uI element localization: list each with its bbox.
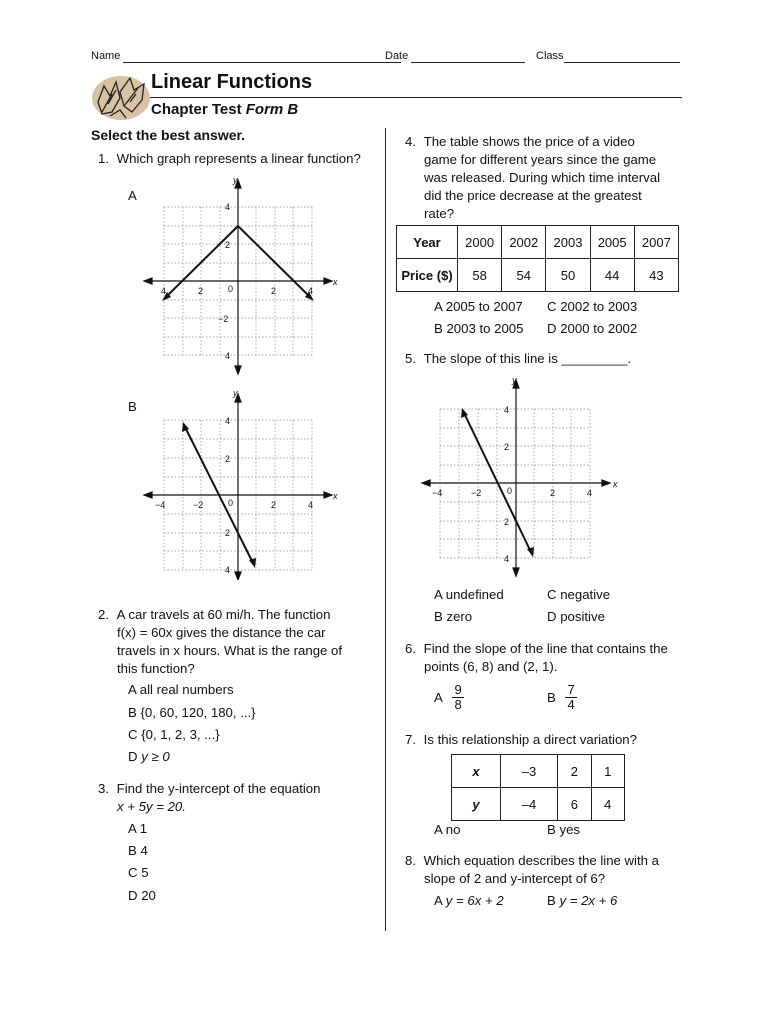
- date-line: [411, 50, 525, 63]
- numerator: 7: [567, 682, 575, 697]
- question-7: [405, 731, 637, 749]
- question-text: travels in x hours. What is the range of: [117, 643, 343, 658]
- q4-option-b[interactable]: [434, 321, 523, 336]
- denominator: 4: [567, 697, 575, 712]
- tick-label: 4: [504, 405, 510, 415]
- tick-label: −2: [193, 500, 204, 510]
- question-text: did the price decrease at the greatest: [424, 188, 642, 203]
- column-divider: [385, 128, 386, 931]
- q1-label-b[interactable]: B: [128, 399, 137, 414]
- question-number: 1.: [98, 151, 109, 166]
- q4-option-c[interactable]: [547, 299, 637, 314]
- option-letter: A: [128, 682, 137, 697]
- question-text: Which equation describes the line with a: [423, 853, 659, 868]
- tick-label: 2: [198, 286, 204, 296]
- option-text: y ≥ 0: [141, 749, 170, 764]
- question-text: x + 5y = 20.: [117, 799, 186, 814]
- q2-option-b[interactable]: [128, 705, 256, 720]
- graph-b[interactable]: [140, 384, 350, 580]
- option-letter: B: [128, 843, 137, 858]
- option-text: zero: [446, 609, 473, 624]
- tick-label: 4: [225, 565, 231, 575]
- graph-q5[interactable]: [418, 370, 628, 580]
- tick-label: 0: [228, 284, 234, 294]
- subtitle-prefix: Chapter Test: [151, 101, 242, 118]
- question-text: this function?: [117, 661, 195, 676]
- option-text: {0, 1, 2, 3, ...}: [141, 727, 220, 742]
- table-cell: –3: [501, 755, 558, 788]
- q8-option-a[interactable]: [434, 893, 504, 908]
- question-number: 4.: [405, 134, 416, 149]
- option-letter: A: [434, 299, 443, 314]
- q1-label-a[interactable]: A: [128, 188, 137, 203]
- option-text: 1: [139, 821, 148, 836]
- question-text: The table shows the price of a video: [423, 134, 635, 149]
- tick-label: 4: [587, 488, 593, 498]
- option-letter: D: [128, 888, 138, 903]
- question-text: Is this relationship a direct variation?: [423, 732, 637, 747]
- question-text: The slope of this line is _________.: [423, 351, 632, 366]
- tick-label: 2: [550, 488, 556, 498]
- tick-label: −2: [471, 488, 482, 498]
- numerator: 9: [454, 682, 462, 697]
- table-cell: 2007: [634, 226, 678, 259]
- option-letter: A: [434, 587, 443, 602]
- question-text: Find the y-intercept of the equation: [116, 781, 321, 796]
- tick-label: −4: [155, 500, 166, 510]
- q5-option-c[interactable]: [547, 587, 610, 602]
- option-letter: D: [547, 321, 557, 336]
- page-subtitle: [151, 101, 298, 118]
- name-field[interactable]: [91, 50, 401, 63]
- x-axis-label: x: [333, 277, 338, 287]
- table-cell: 54: [502, 259, 546, 292]
- option-letter: C: [128, 727, 138, 742]
- option-letter: A: [434, 822, 443, 837]
- option-text: 4: [140, 843, 148, 858]
- option-text: 20: [141, 888, 156, 903]
- variation-table: [451, 754, 625, 821]
- q2-option-c[interactable]: [128, 727, 220, 742]
- q3-option-d[interactable]: [128, 888, 156, 903]
- date-field[interactable]: [385, 50, 525, 63]
- tick-label: 2: [504, 517, 510, 527]
- x-axis-label: x: [613, 479, 618, 489]
- name-line: [123, 50, 401, 63]
- q2-option-d[interactable]: [128, 749, 170, 764]
- option-text: 2005 to 2007: [445, 299, 523, 314]
- tick-label: 2: [504, 442, 510, 452]
- table-cell: 1: [591, 755, 624, 788]
- option-letter: A: [128, 821, 137, 836]
- table-cell: 2003: [546, 226, 590, 259]
- table-row: [452, 788, 625, 821]
- tick-label: 2: [271, 286, 277, 296]
- question-3: [98, 780, 320, 816]
- q5-option-d[interactable]: [547, 609, 605, 624]
- table-cell: –4: [501, 788, 558, 821]
- leaves-logo-icon: [90, 72, 152, 122]
- option-letter: A: [434, 893, 443, 908]
- graph-a[interactable]: [140, 170, 350, 380]
- question-number: 7.: [405, 732, 416, 747]
- table-header: Year: [397, 226, 458, 259]
- instructions: Select the best answer.: [91, 127, 246, 143]
- option-text: all real numbers: [139, 682, 234, 697]
- name-label: Name: [91, 50, 121, 62]
- denominator: 8: [454, 697, 462, 712]
- option-text: 2000 to 2002: [560, 321, 638, 336]
- option-text: positive: [560, 609, 605, 624]
- tick-label: 4: [161, 286, 167, 296]
- table-cell: 50: [546, 259, 590, 292]
- option-letter: C: [128, 865, 138, 880]
- q7-option-b[interactable]: [547, 822, 580, 837]
- question-text: Find the slope of the line that contains the: [423, 641, 668, 656]
- table-row: [397, 226, 679, 259]
- tick-label: −4: [432, 488, 443, 498]
- class-label: Class: [536, 50, 564, 62]
- tick-label: 2: [225, 528, 231, 538]
- table-cell: 6: [558, 788, 591, 821]
- question-4: [405, 133, 660, 223]
- q8-option-b[interactable]: [547, 893, 617, 908]
- x-axis-label: x: [333, 491, 338, 501]
- class-line: [564, 50, 680, 63]
- fraction: [452, 683, 463, 712]
- option-text: no: [445, 822, 461, 837]
- option-letter: B: [547, 822, 556, 837]
- fraction: [565, 683, 576, 712]
- option-text: undefined: [445, 587, 504, 602]
- option-letter: B: [434, 321, 443, 336]
- tick-label: 4: [504, 554, 510, 564]
- table-row: [452, 755, 625, 788]
- q2-option-a[interactable]: [128, 682, 234, 697]
- table-cell: 44: [590, 259, 634, 292]
- question-text: Which graph represents a linear function?: [116, 151, 361, 166]
- table-cell: 58: [458, 259, 502, 292]
- question-number: 3.: [98, 781, 109, 796]
- table-cell: 2: [558, 755, 591, 788]
- q4-option-a[interactable]: [434, 299, 523, 314]
- option-text: y = 2x + 6: [559, 893, 618, 908]
- question-text: points (6, 8) and (2, 1).: [424, 659, 558, 674]
- tick-label: 4: [225, 202, 231, 212]
- title-rule: [150, 97, 682, 98]
- table-header: x: [452, 755, 501, 788]
- option-text: {0, 60, 120, 180, ...}: [140, 705, 256, 720]
- question-text: A car travels at 60 mi/h. The function: [116, 607, 331, 622]
- y-axis-label: y: [233, 175, 238, 185]
- option-letter: C: [547, 587, 557, 602]
- class-field[interactable]: [536, 50, 680, 63]
- page-title: Linear Functions: [151, 71, 313, 93]
- subtitle-form: Form B: [245, 101, 299, 118]
- question-6: [405, 640, 668, 676]
- tick-label: 4: [225, 351, 231, 361]
- question-2: [98, 606, 342, 678]
- q3-option-a[interactable]: [128, 821, 147, 836]
- tick-label: 4: [308, 500, 314, 510]
- option-text: 2002 to 2003: [560, 299, 638, 314]
- tick-label: 4: [225, 416, 231, 426]
- tick-label: 2: [225, 240, 231, 250]
- table-header: Price ($): [397, 259, 458, 292]
- date-label: Date: [385, 50, 409, 62]
- tick-label: 4: [308, 286, 314, 296]
- question-number: 8.: [405, 853, 416, 868]
- question-number: 5.: [405, 351, 416, 366]
- q3-option-c[interactable]: [128, 865, 149, 880]
- table-cell: 2002: [502, 226, 546, 259]
- question-text: f(x) = 60x gives the distance the car: [117, 625, 326, 640]
- option-letter: D: [128, 749, 138, 764]
- table-cell: 4: [591, 788, 624, 821]
- question-number: 6.: [405, 641, 416, 656]
- q4-option-d[interactable]: [547, 321, 637, 336]
- table-row: [397, 259, 679, 292]
- option-text: 2003 to 2005: [446, 321, 524, 336]
- option-text: y = 6x + 2: [445, 893, 504, 908]
- option-letter: C: [547, 299, 557, 314]
- option-letter: B: [547, 893, 556, 908]
- tick-label: 0: [228, 498, 234, 508]
- question-8: [405, 852, 659, 888]
- option-letter: B: [128, 705, 137, 720]
- question-text: rate?: [424, 206, 455, 221]
- y-axis-label: y: [233, 388, 238, 398]
- q5-option-a[interactable]: [434, 587, 504, 602]
- option-text: yes: [559, 822, 580, 837]
- tick-label: −2: [218, 314, 229, 324]
- tick-label: 0: [507, 486, 513, 496]
- q5-option-b[interactable]: [434, 609, 472, 624]
- q7-option-a[interactable]: [434, 822, 460, 837]
- tick-label: 2: [271, 500, 277, 510]
- question-text: was released. During which time interval: [424, 170, 661, 185]
- table-header: y: [452, 788, 501, 821]
- table-cell: 43: [634, 259, 678, 292]
- option-text: negative: [560, 587, 611, 602]
- question-1: [98, 150, 361, 168]
- tick-label: 2: [225, 454, 231, 464]
- option-letter: A: [434, 690, 443, 705]
- option-text: 5: [141, 865, 149, 880]
- option-letter: B: [547, 690, 556, 705]
- table-cell: 2005: [590, 226, 634, 259]
- q6-option-b[interactable]: [547, 683, 577, 712]
- option-letter: D: [547, 609, 557, 624]
- question-text: game for different years since the game: [424, 152, 657, 167]
- q3-option-b[interactable]: [128, 843, 148, 858]
- y-axis-label: y: [512, 375, 517, 385]
- option-letter: B: [434, 609, 443, 624]
- table-cell: 2000: [458, 226, 502, 259]
- question-5: [405, 350, 631, 368]
- q6-option-a[interactable]: [434, 683, 464, 712]
- question-number: 2.: [98, 607, 109, 622]
- price-table: [396, 225, 679, 292]
- question-text: slope of 2 and y-intercept of 6?: [424, 871, 606, 886]
